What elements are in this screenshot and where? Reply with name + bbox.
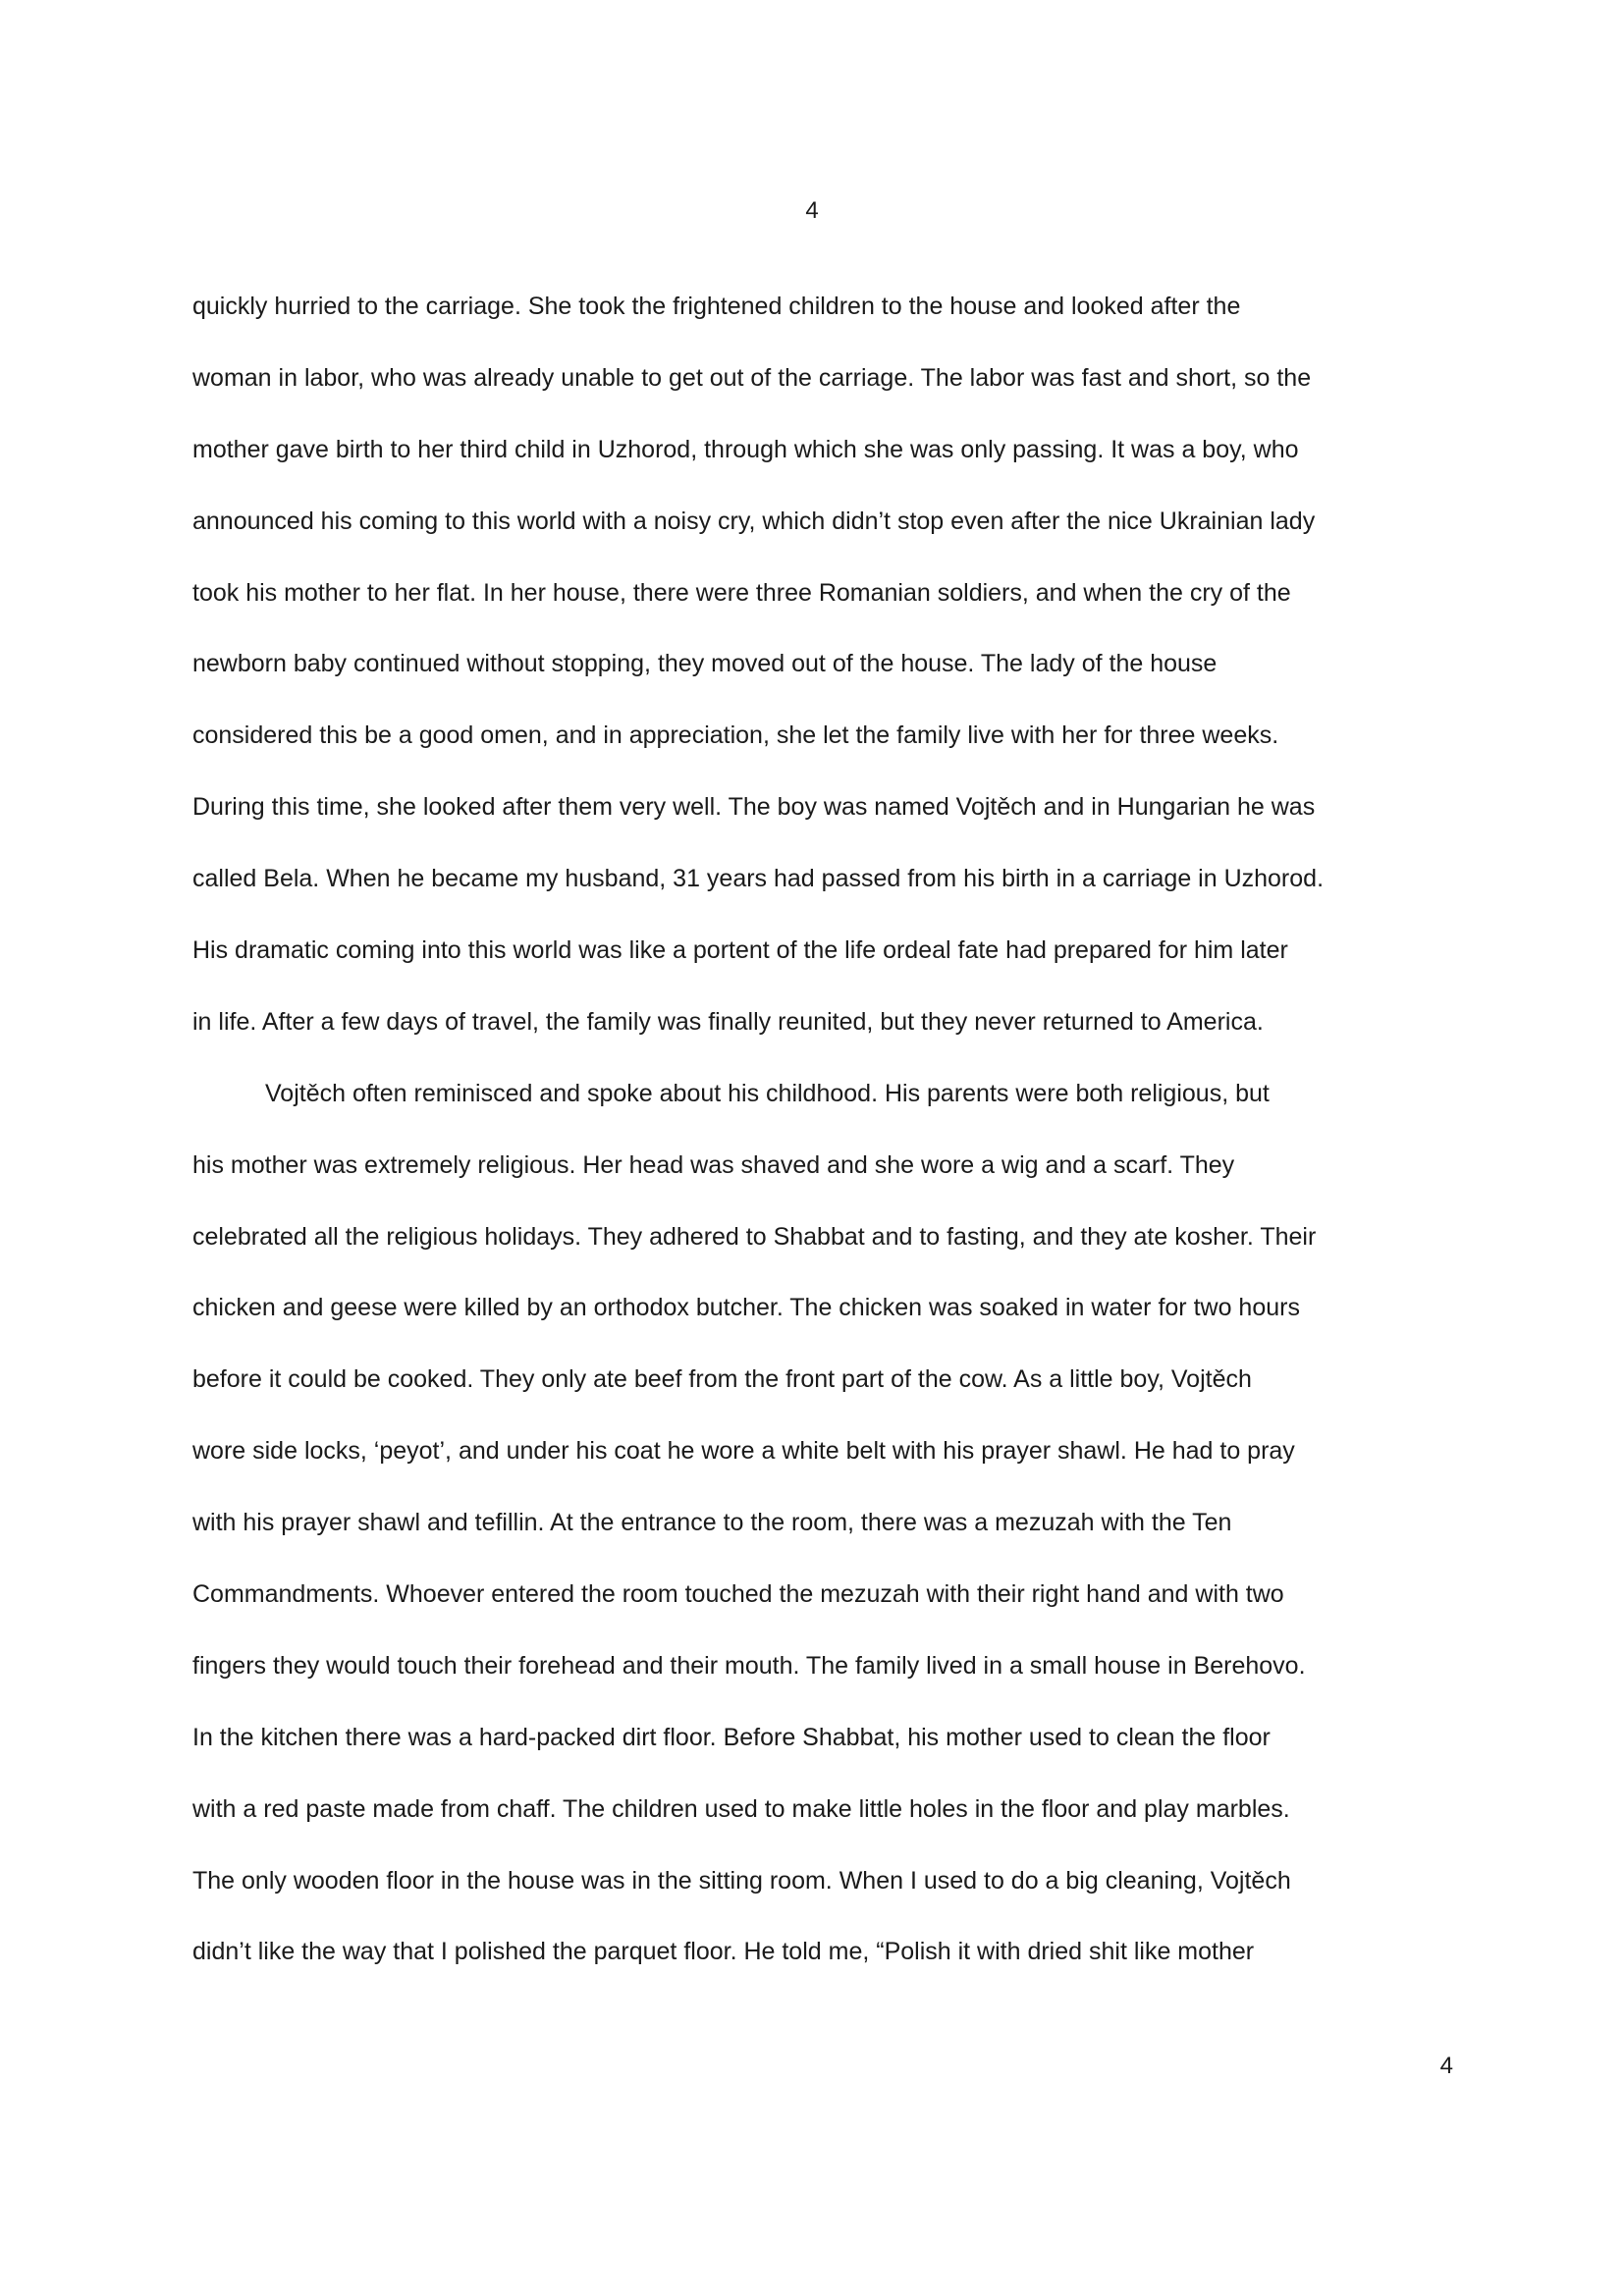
text-line: announced his coming to this world with a noisy cry, which didn’t stop even after the nice Ukrainian lady [192,507,1316,535]
page-number-bottom: 4 [1439,2053,1453,2079]
text-line: chicken and geese were killed by an orthodox butcher. The chicken was soaked in water for two hours [192,1294,1300,1322]
page-number-top: 4 [805,197,819,224]
text-line: before it could be cooked. They only ate beef from the front part of the cow. As a little boy, Vojtěch [192,1365,1252,1394]
text-line: woman in labor, who was already unable to get out of the carriage. The labor was fast and short, so the [192,363,1312,392]
text-line: his mother was extremely religious. Her head was shaved and she wore a wig and a scarf. They [192,1150,1235,1179]
text-line: took his mother to her flat. In her house, there were three Romanian soldiers, and when the cry of the [192,578,1291,607]
text-line: newborn baby continued without stopping, they moved out of the house. The lady of the house [192,650,1218,678]
text-line: Vojtěch often reminisced and spoke about his childhood. His parents were both religious, but [265,1079,1270,1107]
text-line: mother gave birth to her third child in Uzhorod, through which she was only passing. It was a boy, who [192,435,1299,463]
text-line: in life. After a few days of travel, the family was finally reunited, but they never returned to America. [192,1007,1264,1036]
text-line: considered this be a good omen, and in appreciation, she let the family live with her for three weeks. [192,721,1279,750]
text-line: with a red paste made from chaff. The children used to make little holes in the floor and play marbles. [192,1794,1290,1823]
text-line: fingers they would touch their forehead and their mouth. The family lived in a small house in Berehovo. [192,1651,1306,1680]
text-line: quickly hurried to the carriage. She took the frightened children to the house and looked after the [192,293,1241,320]
text-line: In the kitchen there was a hard-packed dirt floor. Before Shabbat, his mother used to clean the floor [192,1723,1271,1751]
text-line: with his prayer shawl and tefillin. At the entrance to the room, there was a mezuzah with the Ten [192,1509,1232,1537]
text-line: called Bela. When he became my husband, 31 years had passed from his birth in a carriage in Uzhorod. [192,865,1325,893]
text-line: celebrated all the religious holidays. They adhered to Shabbat and to fasting, and they ate kosher. Their [192,1222,1317,1251]
text-line: The only wooden floor in the house was in the sitting room. When I used to do a big cleaning, Vojtěch [192,1866,1291,1895]
text-line: During this time, she looked after them very well. The boy was named Vojtěch and in Hungarian he was [192,793,1316,822]
text-line: didn’t like the way that I polished the parquet floor. He told me, “Polish it with dried shit like mother [192,1938,1255,1966]
body-text [192,289,1453,2005]
text-line: His dramatic coming into this world was like a portent of the life ordeal fate had prepared for him later [192,936,1288,965]
text-line: wore side locks, ‘peyot’, and under his coat he wore a white belt with his prayer shawl. He had to pray [192,1437,1295,1466]
text-line: Commandments. Whoever entered the room touched the mezuzah with their right hand and with two [192,1580,1284,1609]
